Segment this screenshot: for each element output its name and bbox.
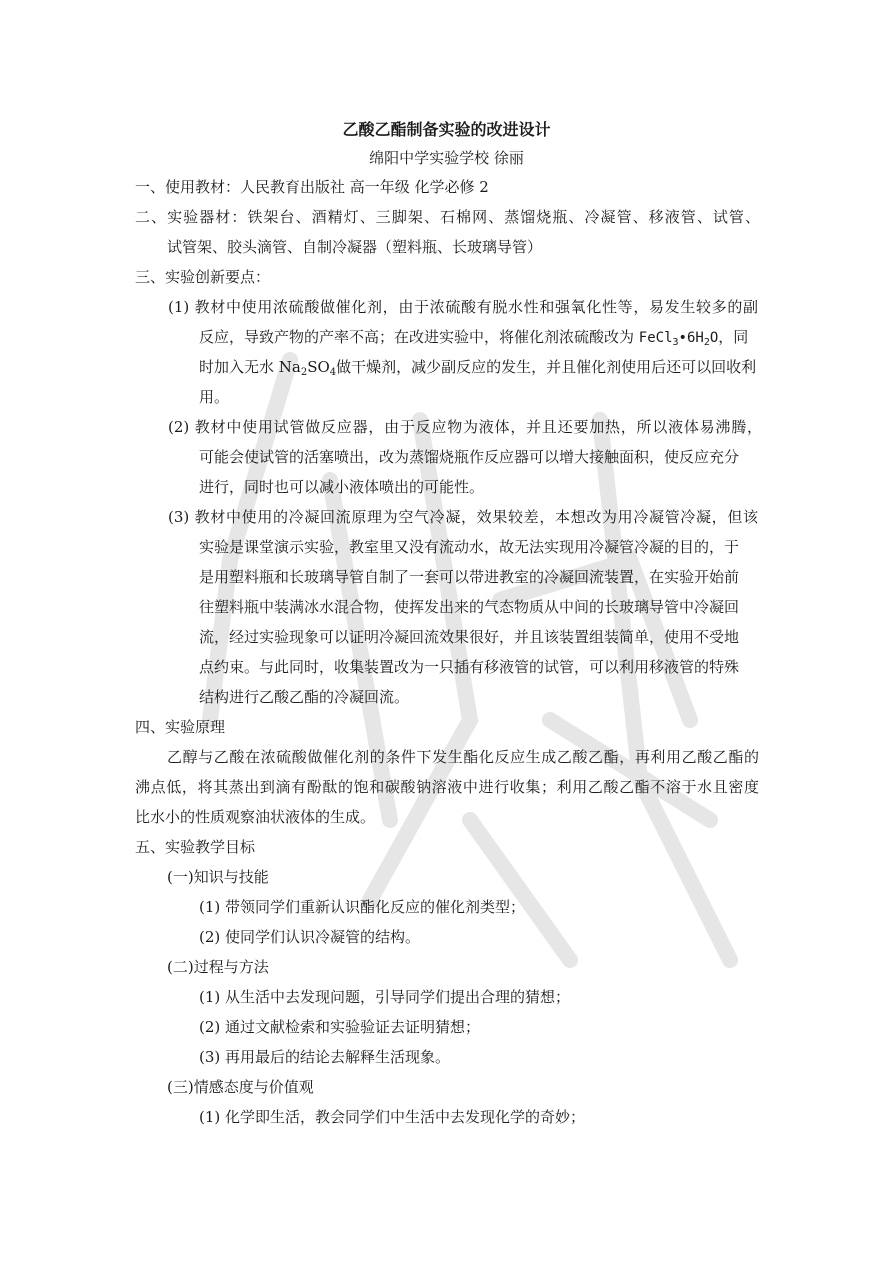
section-textbook: 一、使用教材：人民教育出版社 高一年级 化学必修 2: [135, 178, 489, 196]
principle-line-1: 乙醇与乙酸在浓硫酸做催化剂的条件下发生酯化反应生成乙酸乙酯，再利用乙酸乙酯的: [167, 748, 759, 766]
innovation-point-3-line-4: 往塑料瓶中装满冰水混合物，使挥发出来的气态物质从中间的长玻璃导管中冷凝回: [199, 598, 740, 616]
innovation-point-3-line-7: 结构进行乙酸乙酯的冷凝回流。: [199, 688, 410, 706]
innovation-point-1-line-2: 反应，导致产物的产率不高；在改进实验中，将催化剂浓硫酸改为 $FeCl_3•6H_2O$，同: [199, 328, 749, 348]
objective-knowledge-item-1: (1) 带领同学们重新认识酯化反应的催化剂类型；: [199, 898, 526, 916]
innovation-point-2-line-3: 进行，同时也可以减小液体喷出的可能性。: [199, 478, 485, 496]
section-equipment-line-1: 二、实验器材：铁架台、酒精灯、三脚架、石棉网、蒸馏烧瓶、冷凝管、移液管、试管、: [135, 208, 760, 226]
objective-attitude-item-1: (1) 化学即生活，教会同学们中生活中去发现化学的奇妙；: [199, 1108, 586, 1126]
objective-attitude-heading: (三)情感态度与价值观: [167, 1078, 314, 1096]
objective-knowledge-item-2: (2) 使同学们认识冷凝管的结构。: [199, 928, 421, 946]
principle-line-2: 沸点低，将其蒸出到滴有酚酞的饱和碳酸钠溶液中进行收集；利用乙酸乙酯不溶于水且密度: [135, 778, 759, 796]
innovation-point-1-line-1: (1) 教材中使用浓硫酸做催化剂，由于浓硫酸有脱水性和强氧化性等，易发生较多的副: [168, 298, 758, 316]
section-objectives-heading: 五、实验教学目标: [135, 838, 256, 856]
innovation-point-2-line-2: 可能会使试管的活塞喷出，改为蒸馏烧瓶作反应器可以增大接触面积，使反应充分: [199, 448, 740, 466]
innovation-point-3-line-1: (3) 教材中使用的冷凝回流原理为空气冷凝，效果较差，本想改为用冷凝管冷凝，但该: [168, 508, 758, 526]
document-title: 乙酸乙酯制备实验的改进设计: [342, 120, 551, 139]
innovation-point-1-line-3: 时加入无水 $Na_2SO_4$做干燥剂，减少副反应的发生，并且催化剂使用后还可以回收利: [199, 358, 757, 378]
formula-fecl3: $FeCl_3•6H_2O$: [638, 330, 719, 348]
objective-process-heading: (二)过程与方法: [167, 958, 269, 976]
principle-line-3: 比水小的性质观察油状液体的生成。: [135, 808, 376, 826]
section-innovation-heading: 三、实验创新要点：: [135, 268, 271, 286]
innovation-point-3-line-2: 实验是课堂演示实验，教室里又没有流动水，故无法实现用冷凝管冷凝的目的，于: [199, 538, 740, 556]
section-equipment-line-2: 试管架、胶头滴管、自制冷凝器（塑料瓶、长玻璃导管）: [167, 238, 543, 256]
objective-process-item-1: (1) 从生活中去发现问题，引导同学们提出合理的猜想；: [199, 988, 571, 1006]
innovation-point-2-line-1: (2) 教材中使用试管做反应器，由于反应物为液体，并且还要加热，所以液体易沸腾，: [168, 418, 762, 436]
objective-knowledge-heading: (一)知识与技能: [167, 868, 269, 886]
objective-process-item-2: (2) 通过文献检索和实验验证去证明猜想；: [199, 1018, 481, 1036]
document-author: 绵阳中学实验学校 徐丽: [369, 149, 524, 167]
objective-process-item-3: (3) 再用最后的结论去解释生活现象。: [199, 1048, 451, 1066]
innovation-point-1-line-4: 用。: [199, 388, 230, 406]
innovation-point-3-line-3: 是用塑料瓶和长玻璃导管自制了一套可以带进教室的冷凝回流装置，在实验开始前: [199, 568, 740, 586]
innovation-point-3-line-6: 点约束。与此同时，收集装置改为一只插有移液管的试管，可以利用移液管的特殊: [199, 658, 740, 676]
innovation-point-3-line-5: 流，经过实验现象可以证明冷凝回流效果很好，并且该装置组装简单，使用不受地: [199, 628, 740, 646]
section-principle-heading: 四、实验原理: [135, 718, 226, 736]
